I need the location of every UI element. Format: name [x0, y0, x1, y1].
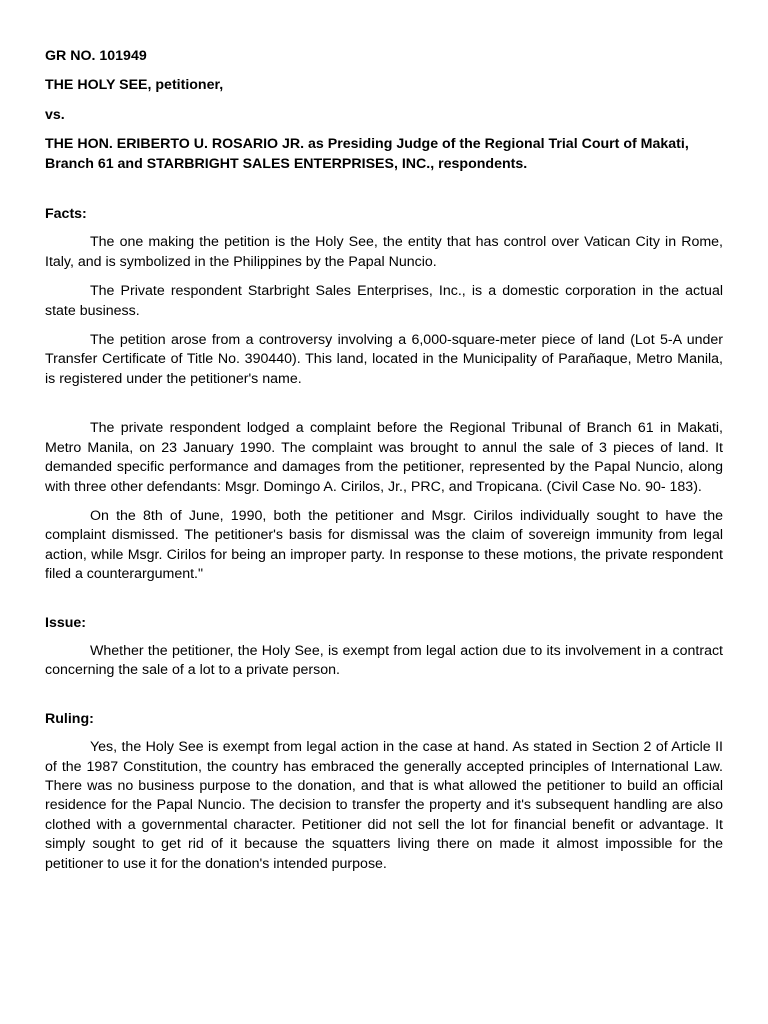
- versus-line: vs.: [45, 106, 65, 123]
- facts-paragraph: The petition arose from a controversy involving a 6,000-square-meter piece of land (Lot 5-A under Transfer Certificate of Title No. 390440). This land, located in the Municipality of Parañaque, Metro Manila, is registered under the petitioner's name.: [45, 332, 723, 387]
- facts-paragraph: The one making the petition is the Holy See, the entity that has control over Vatican City in Rome, Italy, and is symbolized in the Philippines by the Papal Nuncio.: [45, 234, 723, 270]
- facts-heading: Facts:: [45, 206, 87, 223]
- ruling-paragraph: Yes, the Holy See is exempt from legal action in the case at hand. As stated in Section 2 of Article II of the 1987 Constitution, the country has embraced the generally accepted principles of International Law. There was no business purpose to the donation, and that is what allowed the petitioner to build an official residence for the Papal Nuncio. The decision to transfer the property and it's subsequent handling are also clothed with a governmental character. Petitioner did not sell the lot for financial benefit or advantage. It simply sought to get rid of it because the squatters living there on made it almost impossible for the petitioner to use it for the donation's intended purpose.: [45, 739, 723, 872]
- facts-paragraph: On the 8th of June, 1990, both the petitioner and Msgr. Cirilos individually sought to have the complaint dismissed. The petitioner's basis for dismissal was the claim of sovereign immunity from legal action, while Msgr. Cirilos for being an improper party. In response to these motions, the private respondent filed a counterargument.": [45, 507, 723, 583]
- ruling-heading: Ruling:: [45, 710, 94, 727]
- petitioner-line: THE HOLY SEE, petitioner,: [45, 77, 224, 94]
- issue-paragraph: Whether the petitioner, the Holy See, is exempt from legal action due to its involvement in a contract concerning the sale of a lot to a private person.: [45, 642, 723, 679]
- respondents-line: THE HON. ERIBERTO U. ROSARIO JR. as Presiding Judge of the Regional Trial Court of Makati, Branch 61 and STARBRIGHT SALES ENTERPRISES, INC., respondents.: [45, 136, 689, 172]
- document-page: [45, 47, 723, 874]
- case-number: GR NO. 101949: [45, 48, 147, 64]
- facts-paragraph: The private respondent lodged a complaint before the Regional Tribunal of Branch 61 in Makati, Metro Manila, on 23 January 1990. The complaint was brought to annul the sale of 3 pieces of land. It demanded specific performance and damages from the petitioner, represented by the Papal Nuncio, along with three other defendants: Msgr. Domingo A. Cirilos, Jr., PRC, and Tropicana. (Civil Case No. 90- 183).: [45, 420, 723, 495]
- facts-paragraph: The Private respondent Starbright Sales Enterprises, Inc., is a domestic corporation in the actual state business.: [45, 283, 723, 319]
- issue-heading: Issue:: [45, 614, 87, 631]
